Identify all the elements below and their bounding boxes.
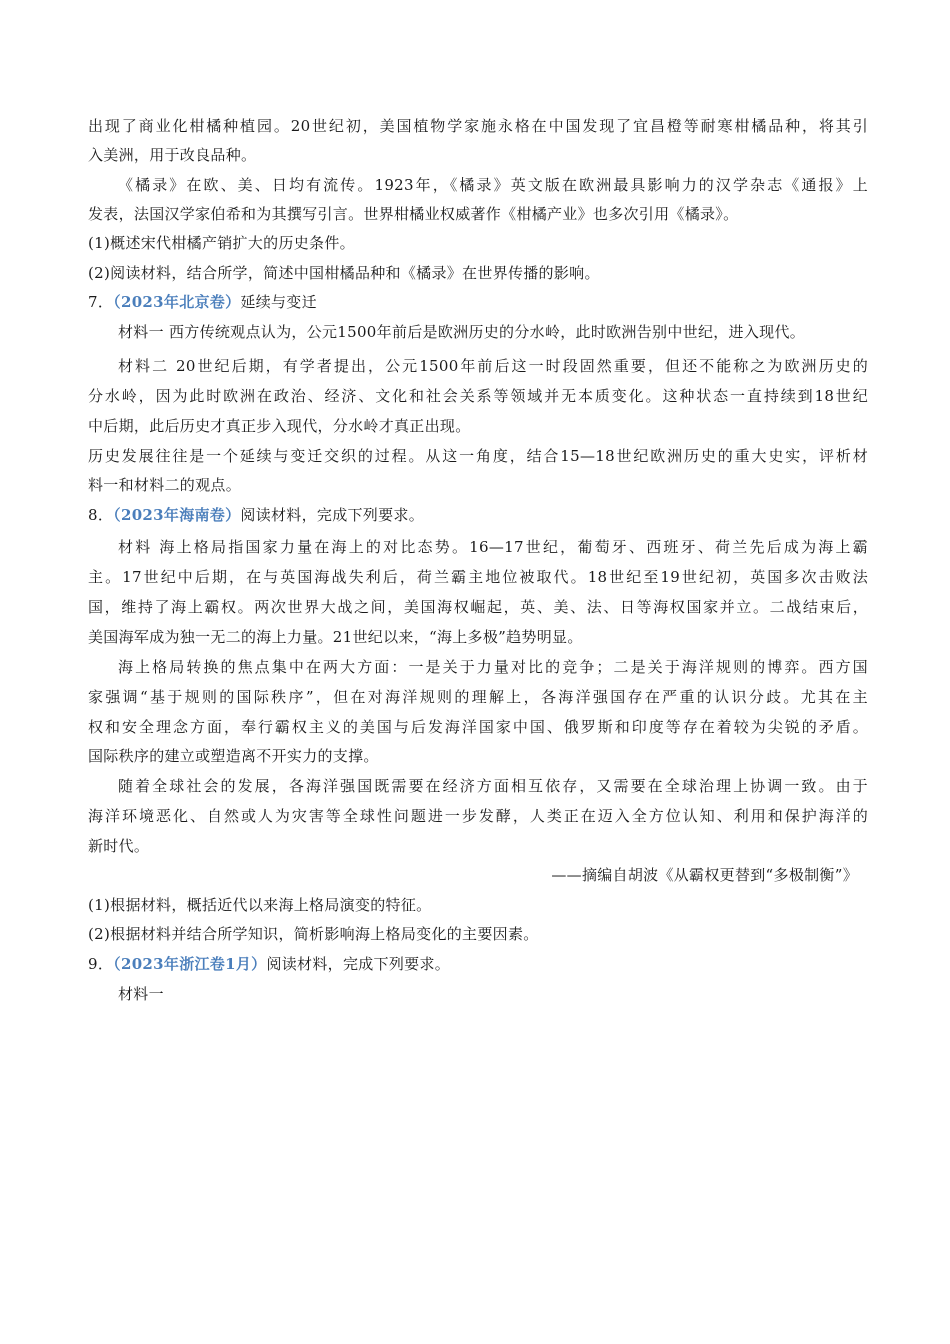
q9-material-1-label: 材料一 (118, 985, 164, 1003)
q7-question-line-1: 历史发展往往是一个延续与变迁交织的过程。从这一角度，结合15—18世纪欧洲历史的重大史实，评析材 (88, 447, 868, 465)
q8-heading (88, 505, 868, 525)
q8-title: 阅读材料，完成下列要求。 (240, 506, 425, 524)
q9-heading (88, 954, 868, 974)
q9-source: （2023年浙江卷1月） (113, 955, 267, 973)
q7-material-1: 材料一 西方传统观点认为，公元1500年前后是欧洲历史的分水岭，此时欧洲告别中世纪，进入现代。 (118, 323, 806, 341)
q7-material-2-line-2: 分水岭，因为此时欧洲在政治、经济、文化和社会关系等领域并无本质变化。这种状态一直持续到18世纪 (88, 387, 868, 405)
q9-title: 阅读材料，完成下列要求。 (266, 955, 451, 973)
q7-question-line-2: 料一和材料二的观点。 (88, 476, 242, 494)
q8-p2-line-3: 权和安全理念方面，奉行霸权主义的美国与后发海洋国家中国、俄罗斯和印度等存在着较为尖锐的矛盾。 (88, 718, 868, 736)
q8-sub-2: (2)根据材料并结合所学知识，简析影响海上格局变化的主要因素。 (88, 925, 539, 943)
q8-p1-line-1: 材料 海上格局指国家力量在海上的对比态势。16—17世纪，葡萄牙、西班牙、荷兰先后成为海上霸 (118, 538, 868, 556)
intro-line-2: 入美洲，用于改良品种。 (88, 146, 257, 164)
intro-line-4: 发表，法国汉学家伯希和为其撰写引言。世界柑橘业权威著作《柑橘产业》也多次引用《橘录》。 (88, 205, 739, 223)
q7-material-2-line-3: 中后期，此后历史才真正步入现代，分水岭才真正出现。 (88, 417, 471, 435)
q6-sub-2: (2)阅读材料，结合所学，简述中国柑橘品种和《橘录》在世界传播的影响。 (88, 264, 600, 282)
q8-p3-line-1: 随着全球社会的发展，各海洋强国既需要在经济方面相互依存，又需要在全球治理上协调一致。由于 (118, 777, 868, 795)
q7-title: 延续与变迁 (240, 293, 317, 311)
q8-p1-line-3: 国，维持了海上霸权。两次世界大战之间，美国海权崛起，英、美、法、日等海权国家并立。二战结束后， (88, 598, 868, 616)
q7-number: 7． (88, 293, 114, 311)
q8-p3-line-2: 海洋环境恶化、自然或人为灾害等全球性问题进一步发酵，人类正在迈入全方位认知、利用和保护海洋的 (88, 807, 868, 825)
intro-line-3: 《橘录》在欧、美、日均有流传。1923年，《橘录》英文版在欧洲最具影响力的汉学杂志《通报》上 (118, 176, 868, 194)
q7-source: （2023年北京卷） (113, 293, 241, 311)
q8-p2-line-2: 家强调“基于规则的国际秩序”，但在对海洋规则的理解上，各海洋强国存在严重的认识分歧。尤其在主 (88, 688, 868, 706)
q8-citation: ——摘编自胡波《从霸权更替到“多极制衡”》 (551, 866, 858, 884)
q8-source: （2023年海南卷） (113, 506, 241, 524)
q8-p1-line-4: 美国海军成为独一无二的海上力量。21世纪以来，“海上多极”趋势明显。 (88, 628, 583, 646)
intro-line-1: 出现了商业化柑橘种植园。20世纪初，美国植物学家施永格在中国发现了宜昌橙等耐寒柑橘品种，将其引 (88, 117, 868, 135)
q8-p2-line-1: 海上格局转换的焦点集中在两大方面：一是关于力量对比的竞争；二是关于海洋规则的博弈。西方国 (118, 658, 868, 676)
q8-p1-line-2: 主。17世纪中后期，在与英国海战失利后，荷兰霸主地位被取代。18世纪至19世纪初，英国多次击败法 (88, 568, 868, 586)
q8-number: 8． (88, 506, 114, 524)
q8-sub-1: (1)根据材料，概括近代以来海上格局演变的特征。 (88, 896, 432, 914)
q8-p3-line-3: 新时代。 (88, 837, 150, 855)
q7-heading (88, 292, 868, 312)
q9-number: 9． (88, 955, 114, 973)
q6-sub-1: (1)概述宋代柑橘产销扩大的历史条件。 (88, 234, 355, 252)
q8-p2-line-4: 国际秩序的建立或塑造离不开实力的支撑。 (88, 747, 379, 765)
q7-material-2-line-1: 材料二 20世纪后期，有学者提出，公元1500年前后这一时段固然重要，但还不能称之为欧洲历史的 (118, 357, 868, 375)
